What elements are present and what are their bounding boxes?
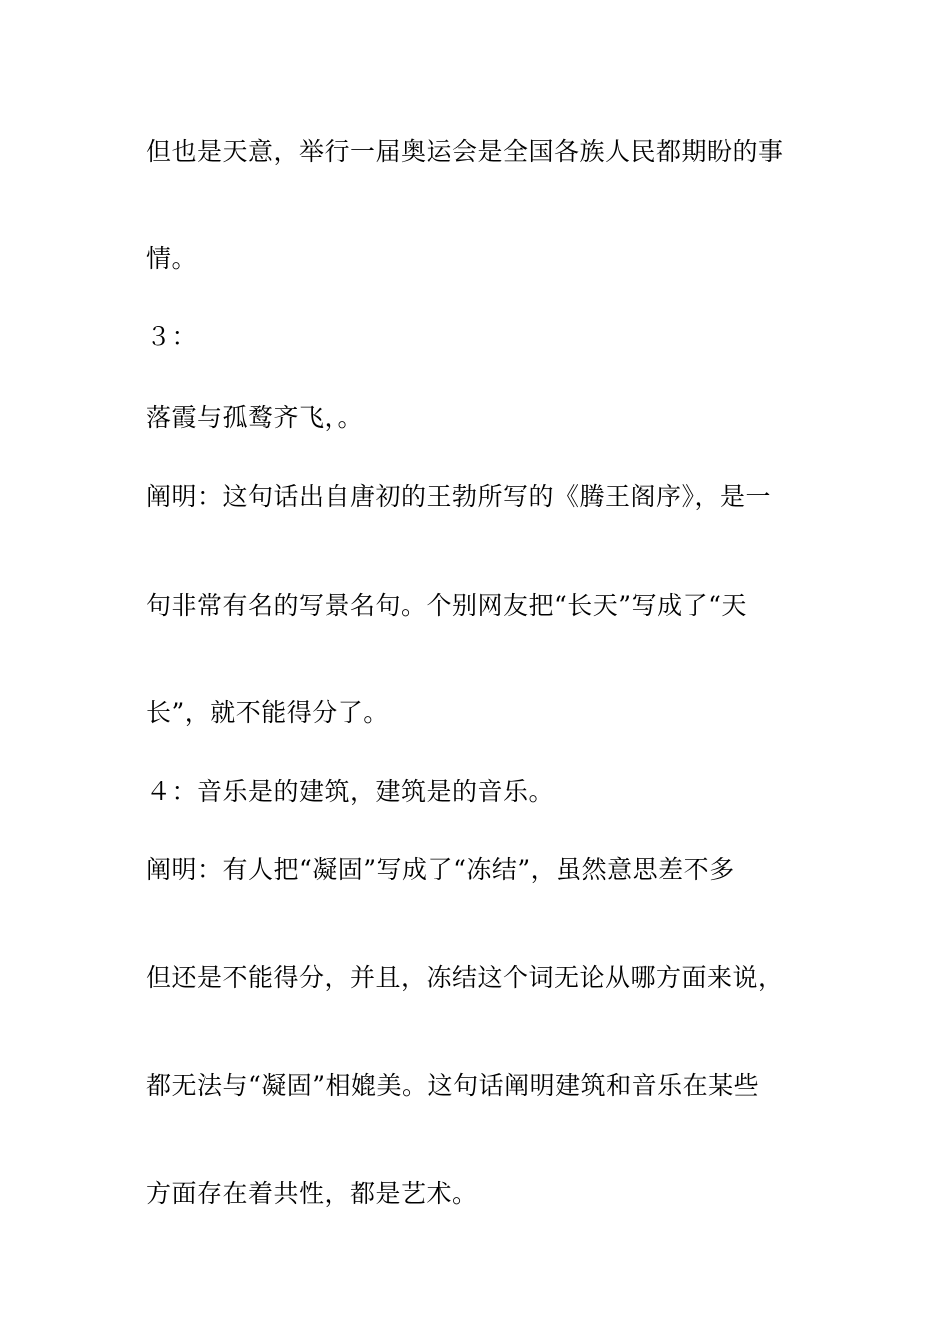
text-line: 情。 [146, 244, 198, 273]
text-line: ３： [146, 322, 198, 351]
text-line: 句非常有名的写景名句。个别网友把“长天”写成了“天 [146, 591, 747, 620]
text-line: 阐明：这句话出自唐初的王勃所写的《腾王阁序》，是一 [146, 482, 772, 511]
text-line: 阐明：有人把“凝固”写成了“冻结”，虽然意思差不多 [146, 855, 735, 884]
text-line: 都无法与“凝固”相媲美。这句话阐明建筑和音乐在某些 [146, 1071, 760, 1100]
text-line: 方面存在着共性，都是艺术。 [146, 1179, 478, 1208]
text-line: 落霞与孤鹜齐飞，。 [146, 403, 364, 432]
text-line: ４：音乐是的建筑，建筑是的音乐。 [146, 777, 555, 806]
text-line: 但也是天意，举行一届奥运会是全国各族人民都期盼的事 [146, 137, 784, 166]
text-line: 但还是不能得分，并且，冻结这个词无论从哪方面来说， [146, 963, 784, 992]
text-line: 长”，就不能得分了。 [146, 698, 389, 727]
